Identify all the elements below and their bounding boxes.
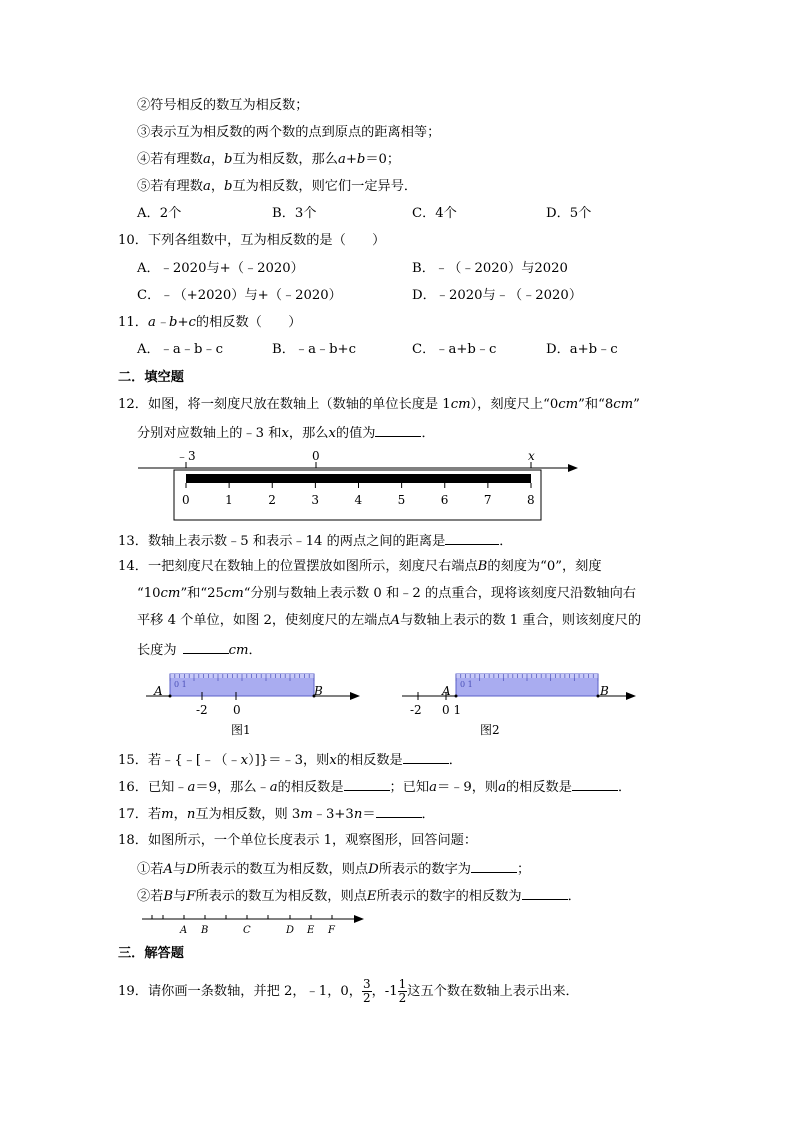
q9-statement-4: ④若有理数a，b互为相反数，那么a+b＝0； (137, 152, 401, 167)
q12-ruler-label: 2 (268, 493, 276, 507)
q14-fig2-label-a: A (442, 684, 451, 698)
q14-line-1: 14．一把刻度尺在数轴上的位置摆放如图所示，刻度尺右端点B的刻度为“0”，刻度 (118, 559, 602, 574)
q14-line-3: 平移 4 个单位，如图 2，使刻度尺的左端点A与数轴上表示的数 1 重合，则该刻度尺的 (137, 613, 642, 628)
q18-point-f: F (328, 925, 335, 935)
q19-fraction-1-2: $\frac{1}{2}$ (398, 977, 407, 1005)
q18-point-a: A (180, 925, 188, 935)
q14-fig1-label-0: 0 (233, 703, 241, 717)
q14-fig1-label-neg2: -2 (196, 703, 208, 717)
q18-stem: 18．如图所示，一个单位长度表示 1，观察图形，回答问题： (118, 833, 478, 848)
q15-answer-blank[interactable] (403, 750, 449, 764)
q9-option-d: D．5个 (546, 206, 592, 221)
q14-figure-2 (396, 668, 646, 740)
q18-answer-blank-1[interactable] (471, 859, 517, 873)
q11-option-d: D．a+b﹣c (546, 342, 618, 357)
q16-answer-blank-2[interactable] (572, 777, 618, 791)
q9-statement-3: ③表示互为相反数的两个数的点到原点的距离相等； (137, 125, 441, 140)
q18-axis-arrow-icon (354, 915, 364, 923)
q12-axis-label-0: 0 (312, 449, 320, 463)
q14-fig2-label-b: B (600, 684, 609, 698)
q12-ruler-label: 8 (527, 493, 535, 507)
q18-point-e: E (307, 925, 315, 935)
q14-line-2: “10cm”和“25cm“分别与数轴上表示数 0 和﹣2 的点重合，现将该刻度尺沿数轴向右 (137, 586, 636, 601)
q9-option-b: B．3个 (272, 206, 317, 221)
q11-stem: 11．a﹣b+c的相反数（ ） (118, 315, 302, 330)
q14-fig2-caption: 图2 (480, 723, 500, 737)
q12-ruler-label: 4 (354, 493, 363, 507)
q10-option-c: C．﹣（+2020）与+（﹣2020） (137, 288, 342, 303)
q19-fraction-3-2: $\frac{3}{2}$ (362, 977, 371, 1005)
q10-option-d: D．﹣2020与﹣（﹣2020） (412, 288, 583, 303)
q12-ruler-label: 1 (225, 493, 233, 507)
q12-line-1: 12．如图，将一刻度尺放在数轴上（数轴的单位长度是 1cm），刻度尺上“0cm”和“8cm” (118, 397, 640, 412)
q14-fig1-label-a: A (154, 684, 163, 698)
q18-point-d: D (286, 925, 295, 935)
q14-fig2-label-neg2: -2 (410, 703, 422, 717)
q10-stem: 10．下列各组数中，互为相反数的是（ ） (118, 233, 386, 248)
q15-stem: 15．若﹣{﹣[﹣（﹣x）]}＝﹣3，则x的相反数是 ． (118, 750, 462, 770)
q14-fig2-ruler-label: 0 1 (460, 680, 473, 689)
q12-line-2: 分别对应数轴上的﹣3 和x，那么x的值为 ． (137, 423, 435, 443)
q12-ruler-label: 5 (397, 493, 406, 507)
q9-statement-2: ②符号相反的数互为相反数； (137, 98, 309, 113)
q13-stem: 13．数轴上表示数﹣5 和表示﹣14 的两点之间的距离是 ． (118, 531, 512, 551)
q12-axis-label-neg3: ﹣3 (176, 449, 196, 463)
q9-statement-5: ⑤若有理数a，b互为相反数，则它们一定异号． (137, 179, 418, 194)
q11-option-c: C．﹣a+b﹣c (412, 342, 497, 357)
q9-option-c: C．4个 (412, 206, 457, 221)
q18-point-b: B (201, 925, 209, 935)
q14-fig1-ruler-label: 0 1 (174, 680, 187, 689)
q12-ruler-label: 0 (182, 493, 190, 507)
q18-sub-2: ②若B与F所表示的数互为相反数，则点E所表示的数字的相反数为 ． (137, 886, 581, 906)
q16-stem: 16．已知﹣a＝9，那么﹣a的相反数是 ；已知a＝﹣9，则a的相反数是 ． (118, 777, 631, 797)
q12-ruler-label: 6 (440, 493, 449, 507)
q11-option-a: A．﹣a﹣b﹣c (137, 342, 223, 357)
q18-point-c: C (243, 925, 251, 935)
q10-option-b: B．﹣（﹣2020）与2020 (412, 261, 568, 276)
q12-ruler-bar (186, 474, 531, 483)
q14-fig2-label-0-1: 0 1 (442, 703, 462, 717)
q12-ruler-label: 3 (311, 493, 320, 507)
q14-fig2-arrow-icon (626, 692, 636, 700)
q16-answer-blank-1[interactable] (344, 777, 390, 791)
q9-option-a: A．2个 (137, 206, 182, 221)
q11-option-b: B．﹣a﹣b+c (272, 342, 356, 357)
q14-fig1-caption: 图1 (231, 723, 251, 737)
q18-answer-blank-2[interactable] (522, 886, 568, 900)
section-title-answer: 三．解答题 (118, 946, 184, 961)
q13-answer-blank[interactable] (445, 531, 499, 545)
q18-number-line (138, 909, 370, 935)
q17-answer-blank[interactable] (376, 804, 422, 818)
q12-answer-blank[interactable] (375, 423, 421, 437)
q12-ruler-label: 7 (483, 493, 492, 507)
q10-option-a: A．﹣2020与+（﹣2020） (137, 261, 304, 276)
q19-stem: 19．请你画一条数轴，并把 2，﹣1，0， $\frac{3}{2}$ ，-1 $\frac{1}{2}$ 这五个数在数轴上表示出来． (118, 977, 579, 1005)
q12-axis-label-x: x (528, 449, 535, 463)
q12-ruler-figure (130, 446, 590, 524)
q18-sub-1: ①若A与D所表示的数互为相反数，则点D所表示的数字为 ； (137, 859, 530, 879)
section-title-fill-in: 二．填空题 (118, 370, 184, 385)
q14-line-4: 长度为 cm． (137, 640, 262, 660)
q14-figure-1 (140, 668, 370, 740)
q14-fig1-label-b: B (314, 684, 323, 698)
q14-fig1-arrow-icon (350, 692, 360, 700)
q12-axis-arrow-icon (568, 464, 578, 472)
q14-answer-blank[interactable] (183, 640, 229, 654)
q17-stem: 17．若m，n互为相反数，则 3m﹣3+3n＝ ． (118, 804, 435, 824)
